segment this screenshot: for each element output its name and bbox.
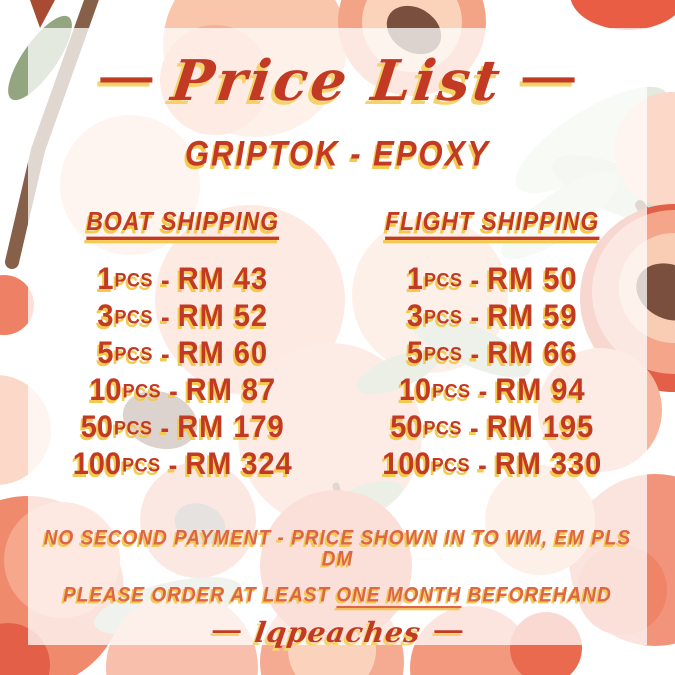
separator-dash: - (161, 300, 170, 333)
price-row (407, 296, 578, 337)
title-dash-right: — (522, 48, 575, 106)
price-value: RM 330 (494, 446, 603, 482)
price-row (73, 444, 293, 485)
quantity: 1 (406, 261, 424, 297)
separator-dash: - (161, 337, 170, 370)
separator-dash: - (160, 411, 170, 444)
price-row (97, 259, 268, 300)
unit-label: PCS (424, 342, 463, 365)
signature-row (212, 614, 463, 649)
signature-dash-right: — (434, 614, 463, 645)
footer-notes (28, 527, 647, 608)
price-value: RM 60 (177, 335, 269, 371)
unit-label: PCS (122, 453, 161, 476)
shop-name: lqpeaches (252, 616, 423, 649)
price-value: RM 59 (487, 298, 578, 334)
note-order-pre: PLEASE ORDER AT LEAST (63, 583, 337, 608)
separator-dash: - (470, 300, 480, 333)
price-value: RM 195 (486, 409, 595, 445)
price-value: RM 87 (185, 372, 277, 408)
separator-dash: - (470, 263, 480, 296)
unit-label: PCS (114, 342, 154, 365)
quantity: 5 (97, 335, 114, 371)
separator-dash: - (161, 263, 170, 296)
price-row (81, 407, 285, 448)
unit-label: PCS (114, 305, 154, 328)
poster-content (28, 28, 647, 649)
price-row (390, 407, 594, 448)
separator-dash: - (168, 448, 178, 481)
quantity: 100 (72, 446, 122, 482)
quantity: 10 (398, 372, 432, 408)
quantity: 3 (97, 298, 114, 334)
price-row (407, 333, 578, 374)
unit-label: PCS (431, 453, 471, 476)
unit-label: PCS (122, 379, 162, 402)
note-payment: NO SECOND PAYMENT - PRICE SHOWN IN TO WM, EM PLS DM (43, 527, 632, 571)
price-value: RM 52 (177, 298, 269, 334)
price-row (97, 296, 268, 337)
price-value: RM 50 (487, 261, 578, 297)
boat-shipping-column (28, 208, 338, 483)
price-row (382, 444, 602, 485)
price-row (89, 370, 276, 411)
price-row (407, 259, 578, 300)
separator-dash: - (470, 337, 480, 370)
unit-label: PCS (423, 416, 463, 439)
price-value: RM 179 (177, 409, 285, 445)
signature-dash-left: — (212, 614, 241, 645)
quantity: 5 (406, 335, 424, 371)
page-title: Price List (168, 48, 507, 114)
quantity: 1 (97, 261, 114, 297)
boat-shipping-rows (73, 261, 293, 483)
quantity: 50 (80, 409, 114, 445)
quantity: 100 (382, 446, 431, 482)
flight-shipping-rows (382, 261, 602, 483)
unit-label: PCS (424, 305, 463, 328)
separator-dash: - (169, 374, 178, 407)
quantity: 50 (390, 409, 423, 445)
note-order-ahead (28, 585, 647, 606)
unit-label: PCS (424, 268, 463, 291)
pricing-columns (28, 208, 647, 483)
unit-label: PCS (432, 379, 471, 402)
price-value: RM 324 (185, 446, 293, 482)
separator-dash: - (478, 448, 487, 481)
quantity: 10 (89, 372, 122, 408)
title-dash-left: — (100, 48, 153, 106)
separator-dash: - (470, 411, 479, 444)
note-order-post: BEFOREHAND (461, 583, 612, 608)
flight-shipping-column (338, 208, 648, 483)
price-value: RM 94 (495, 372, 586, 408)
price-row (97, 333, 268, 374)
note-order-underline: ONE MONTH (336, 583, 462, 608)
title-row (100, 44, 574, 118)
separator-dash: - (478, 374, 488, 407)
quantity: 3 (406, 298, 424, 334)
boat-shipping-header: BOAT SHIPPING (86, 206, 280, 236)
unit-label: PCS (114, 416, 153, 439)
flight-shipping-header: FLIGHT SHIPPING (385, 206, 600, 236)
product-subtitle: GRIPTOK - EPOXY (184, 133, 491, 174)
price-value: RM 66 (487, 335, 578, 371)
unit-label: PCS (114, 268, 154, 291)
price-value: RM 43 (177, 261, 269, 297)
price-row (399, 370, 586, 411)
